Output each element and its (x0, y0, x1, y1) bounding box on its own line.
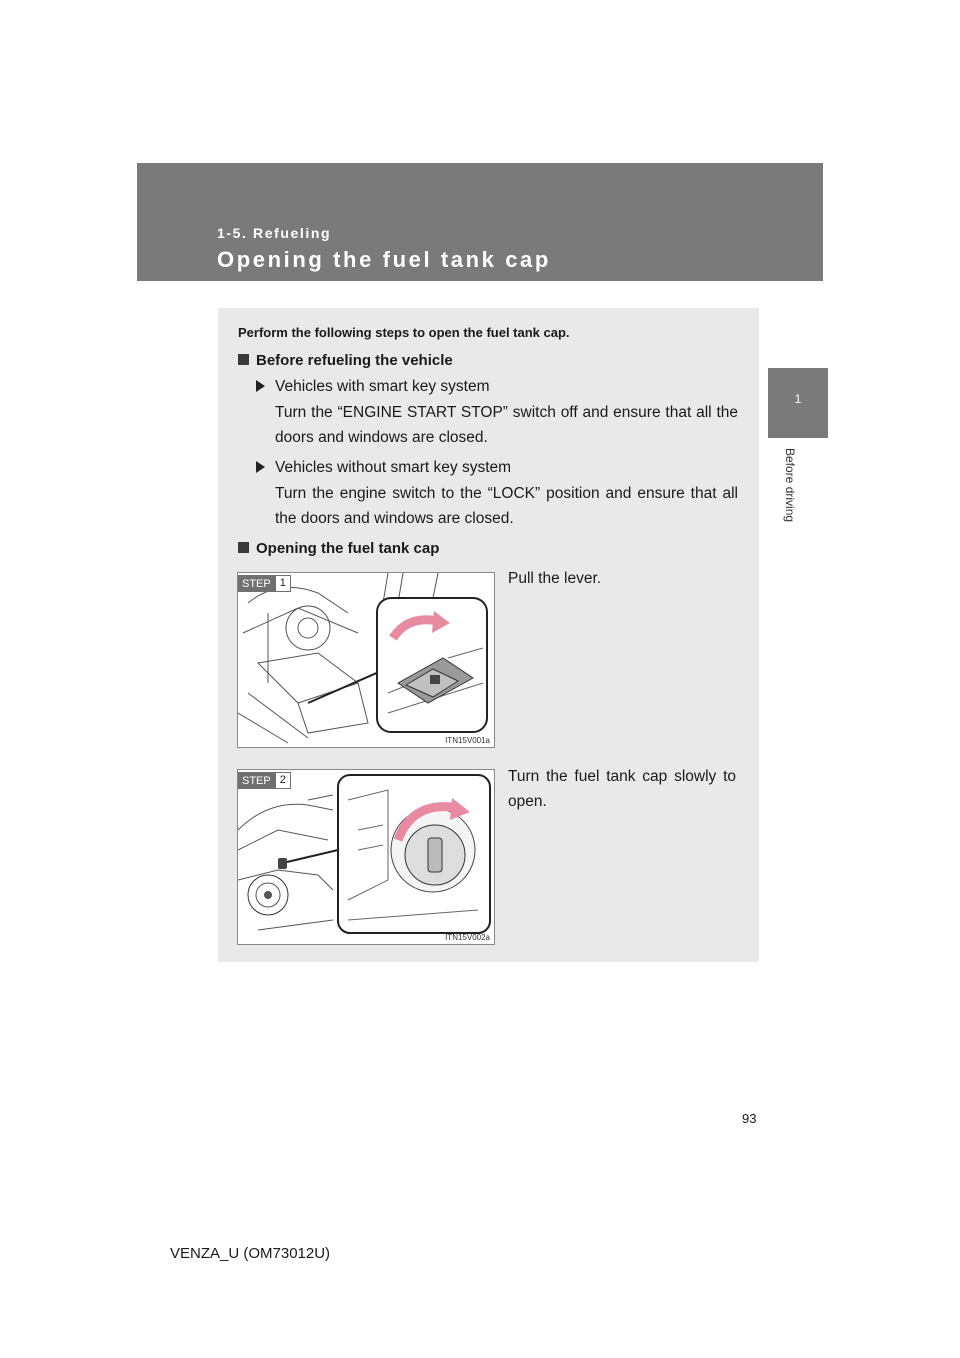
figure-step-2 (237, 769, 495, 945)
triangle-bullet-icon (256, 461, 265, 473)
content-box (218, 308, 759, 962)
section-label: 1-5. Refueling (217, 225, 332, 241)
page-title: Opening the fuel tank cap (217, 247, 551, 272)
bullet-label: Vehicles with smart key system (275, 378, 490, 395)
square-bullet-icon (238, 542, 249, 553)
step-badge-label: STEP (238, 575, 275, 592)
step-2-text: Turn the fuel tank cap slowly to open. (508, 768, 736, 810)
bullet-smart-key (256, 378, 489, 396)
subheading-text: Opening the fuel tank cap (256, 540, 440, 557)
chapter-tab (768, 368, 828, 438)
bullet-no-smart-key (256, 459, 511, 477)
step-badge (238, 772, 291, 789)
step-badge-label: STEP (238, 772, 275, 789)
footer-model-code: VENZA_U (OM73012U) (170, 1245, 331, 1262)
subheading-text: Before refueling the vehicle (256, 352, 453, 369)
bullet-label: Vehicles without smart key system (275, 459, 512, 476)
fuel-cap-illustration (238, 770, 494, 944)
page-number: 93 (742, 1111, 757, 1126)
subheading-before-refueling (238, 352, 453, 369)
chapter-label (783, 448, 799, 538)
figure-code: ITN15V002a (445, 933, 490, 942)
chapter-number: 1 (794, 392, 802, 406)
step-badge (238, 575, 291, 592)
figure-step-1 (237, 572, 495, 748)
figure-code: ITN15V001a (445, 736, 490, 745)
subheading-opening-cap (238, 540, 439, 557)
intro-text: Perform the following steps to open the fuel tank cap. (238, 325, 570, 340)
lever-illustration (238, 573, 494, 747)
paragraph-no-smart-key: Turn the engine switch to the “LOCK” position and ensure that all the doors and windows are closed. (275, 485, 738, 527)
chapter-label-text: Before driving (783, 448, 797, 523)
paragraph-smart-key: Turn the “ENGINE START STOP” switch off and ensure that all the doors and windows are closed. (275, 404, 738, 446)
header-band (137, 163, 823, 281)
step-1-text: Pull the lever. (508, 570, 602, 587)
square-bullet-icon (238, 354, 249, 365)
step-badge-number: 1 (275, 575, 291, 592)
triangle-bullet-icon (256, 380, 265, 392)
step-badge-number: 2 (275, 772, 291, 789)
